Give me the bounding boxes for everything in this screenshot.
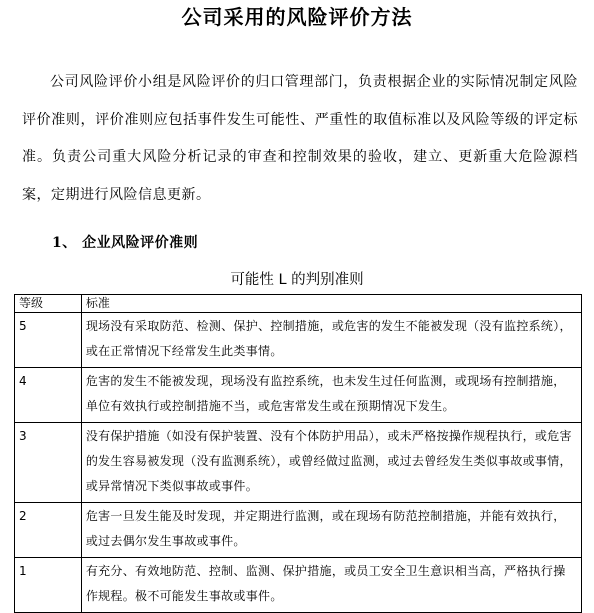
table-row [15, 368, 582, 423]
table-caption: 可能性 L 的判别准则 [230, 272, 364, 288]
level-cell: 5 [15, 313, 82, 368]
table-header-row [15, 295, 582, 313]
standard-cell: 没有保护措施（如没有保护装置、没有个体防护用品），或未严格按操作规程执行，或危害的发生容易被发现（没有监测系统），或曾经做过监测，或过去曾经发生类似事故或事情，或异常情况下类似事故或事件。 [81, 423, 581, 503]
table-row [15, 423, 582, 503]
table-row [15, 503, 582, 558]
document-title: 公司采用的风险评价方法 [181, 5, 413, 29]
standard-cell: 有充分、有效地防范、控制、监测、保护措施，或员工安全卫生意识相当高，严格执行操作规程。极不可能发生事故或事件。 [81, 558, 581, 613]
section-heading: 1、 企业风险评价准则 [52, 235, 199, 251]
likelihood-criteria-table [14, 294, 582, 613]
level-cell: 2 [15, 503, 82, 558]
header-standard: 标准 [81, 295, 581, 313]
level-cell: 4 [15, 368, 82, 423]
header-level: 等级 [15, 295, 82, 313]
level-cell: 1 [15, 558, 82, 613]
standard-cell: 危害一旦发生能及时发现，并定期进行监测，或在现场有防范控制措施，并能有效执行，或过去偶尔发生事故或事件。 [81, 503, 581, 558]
standard-cell: 现场没有采取防范、检测、保护、控制措施，或危害的发生不能被发现（没有监控系统），或在正常情况下经常发生此类事情。 [81, 313, 581, 368]
intro-paragraph: 公司风险评价小组是风险评价的归口管理部门，负责根据企业的实际情况制定风险评价准则，评价准则应包括事件发生可能性、严重性的取值标准以及风险等级的评定标准。负责公司重大风险分析记录的审查和控制效果的验收，建立、更新重大危险源档案，定期进行风险信息更新。 [22, 74, 578, 203]
table-row [15, 558, 582, 613]
table-row [15, 313, 582, 368]
level-cell: 3 [15, 423, 82, 503]
standard-cell: 危害的发生不能被发现，现场没有监控系统，也未发生过任何监测，或现场有控制措施，单位有效执行或控制措施不当，或危害常发生或在预期情况下发生。 [81, 368, 581, 423]
